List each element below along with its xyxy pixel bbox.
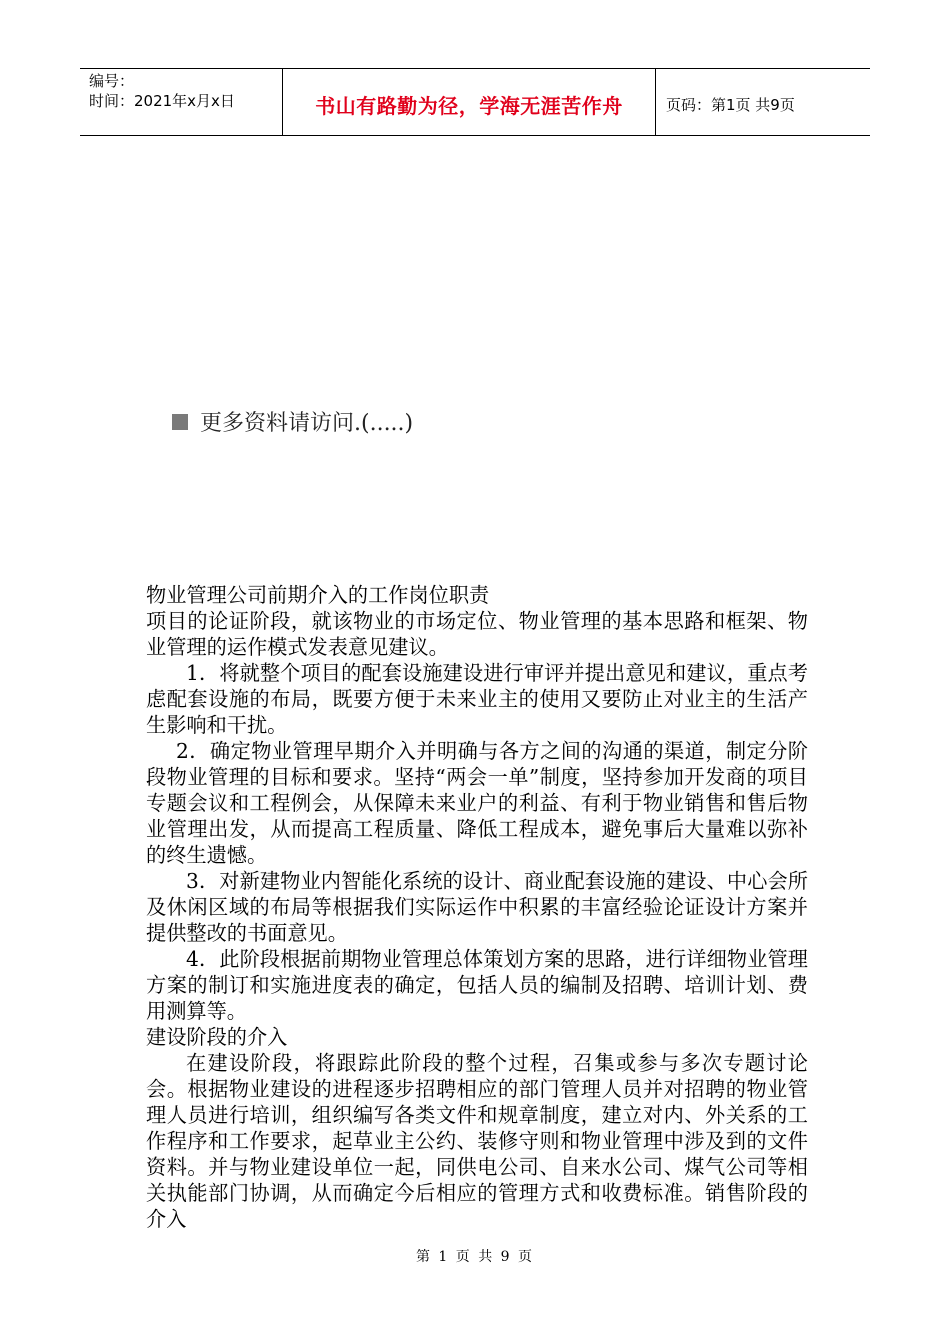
paragraph-item-2: 2．确定物业管理早期介入并明确与各方之间的沟通的渠道，制定分阶段物业管理的目标和要求。坚持“两会一单”制度，坚持参加开发商的项目专题会议和工程例会，从保障未来业户的利益、有利于物业销售和售后物业管理出发，从而提高工程质量、降低工程成本，避免事后大量难以弥补的终生遗憾。 <box>146 739 808 867</box>
header-page-cell <box>656 69 870 135</box>
document-body <box>146 582 808 1232</box>
number-label: 编号： <box>89 72 135 90</box>
motto-text: 书山有路勤为径，学海无涯苦作舟 <box>315 93 623 118</box>
header-info-cell <box>80 69 282 135</box>
paragraph-item-4: 4．此阶段根据前期物业管理总体策划方案的思路，进行详细物业管理方案的制订和实施进度表的确定，包括人员的编制及招聘、培训计划、费用测算等。 <box>146 947 808 1023</box>
time-label: 时间：2021年x月x日 <box>89 92 235 110</box>
paragraph-item-1: 1．将就整个项目的配套设施建设进行审评并提出意见和建议，重点考虑配套设施的布局，既要方便于未来业主的使用又要防止对业主的生活产生影响和干扰。 <box>146 661 808 737</box>
more-info-line <box>172 406 413 437</box>
section-heading-construction: 建设阶段的介入 <box>146 1025 288 1049</box>
paragraph-project-stage: 项目的论证阶段，就该物业的市场定位、物业管理的基本思路和框架、物业管理的运作模式发表意见建议。 <box>146 609 808 659</box>
paragraph-construction: 在建设阶段，将跟踪此阶段的整个过程，召集或参与多次专题讨论会。根据物业建设的进程逐步招聘相应的部门管理人员并对招聘的物业管理人员进行培训，组织编写各类文件和规章制度，建立对内、外关系的工作程序和工作要求，起草业主公约、装修守则和物业管理中涉及到的文件资料。并与物业建设单位一起，同供电公司、自来水公司、煤气公司等相关执能部门协调，从而确定今后相应的管理方式和收费标准。销售阶段的介入 <box>146 1051 808 1231</box>
square-bullet-icon <box>172 414 188 430</box>
paragraph-item-3: 3．对新建物业内智能化系统的设计、商业配套设施的建设、中心会所及休闲区域的布局等根据我们实际运作中积累的丰富经验论证设计方案并提供整改的书面意见。 <box>146 869 808 945</box>
page-footer: 第 1 页 共 9 页 <box>415 1249 535 1265</box>
more-info-text: 更多资料请访问.(.....) <box>200 411 414 436</box>
page-code: 页码：第1页 共9页 <box>666 95 795 114</box>
document-title: 物业管理公司前期介入的工作岗位职责 <box>146 583 490 607</box>
header-table <box>80 68 870 136</box>
header-motto-cell <box>282 69 656 135</box>
